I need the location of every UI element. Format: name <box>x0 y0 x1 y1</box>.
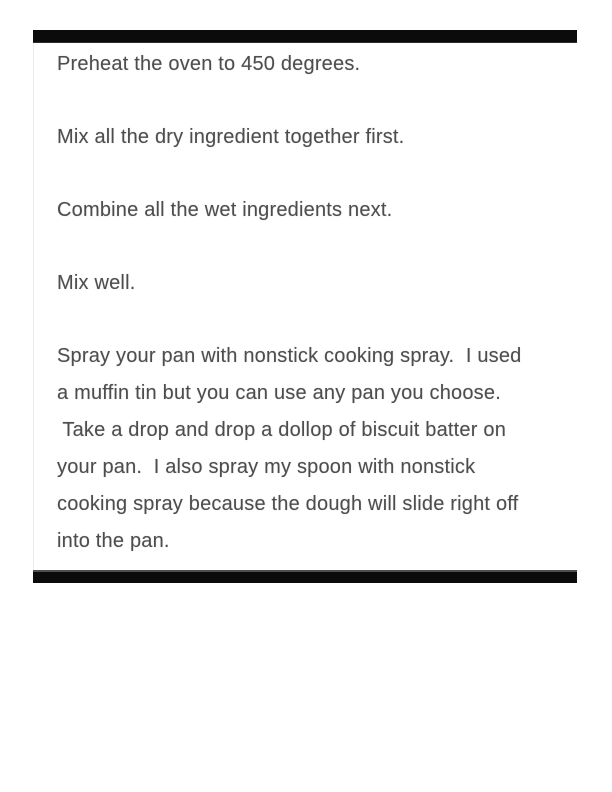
paragraph-spray-pan <box>57 338 569 560</box>
scanned-recipe-page <box>33 30 577 583</box>
paragraph-combine-wet <box>57 192 569 229</box>
text-line: Take a drop and drop a dollop of biscuit batter on <box>57 419 507 441</box>
text-line: Preheat the oven to 450 degrees. <box>57 53 361 75</box>
text-line: Combine all the wet ingredients next. <box>57 199 393 221</box>
recipe-text-block <box>57 46 569 560</box>
bottom-black-crop-bar <box>33 570 577 583</box>
text-line: Mix all the dry ingredient together first. <box>57 126 405 148</box>
text-line: a muffin tin but you can use any pan you choose. <box>57 382 501 404</box>
paragraph-preheat <box>57 46 569 83</box>
paragraph-mix-dry <box>57 119 569 156</box>
text-line: Mix well. <box>57 272 136 294</box>
text-line: into the pan. <box>57 530 170 552</box>
paragraph-mix-well <box>57 265 569 302</box>
text-line: cooking spray because the dough will slide right off <box>57 493 519 515</box>
text-line: Spray your pan with nonstick cooking spray. I used <box>57 345 522 367</box>
page-left-edge <box>33 43 34 570</box>
top-black-crop-bar <box>33 30 577 43</box>
text-line: your pan. I also spray my spoon with nonstick <box>57 456 476 478</box>
